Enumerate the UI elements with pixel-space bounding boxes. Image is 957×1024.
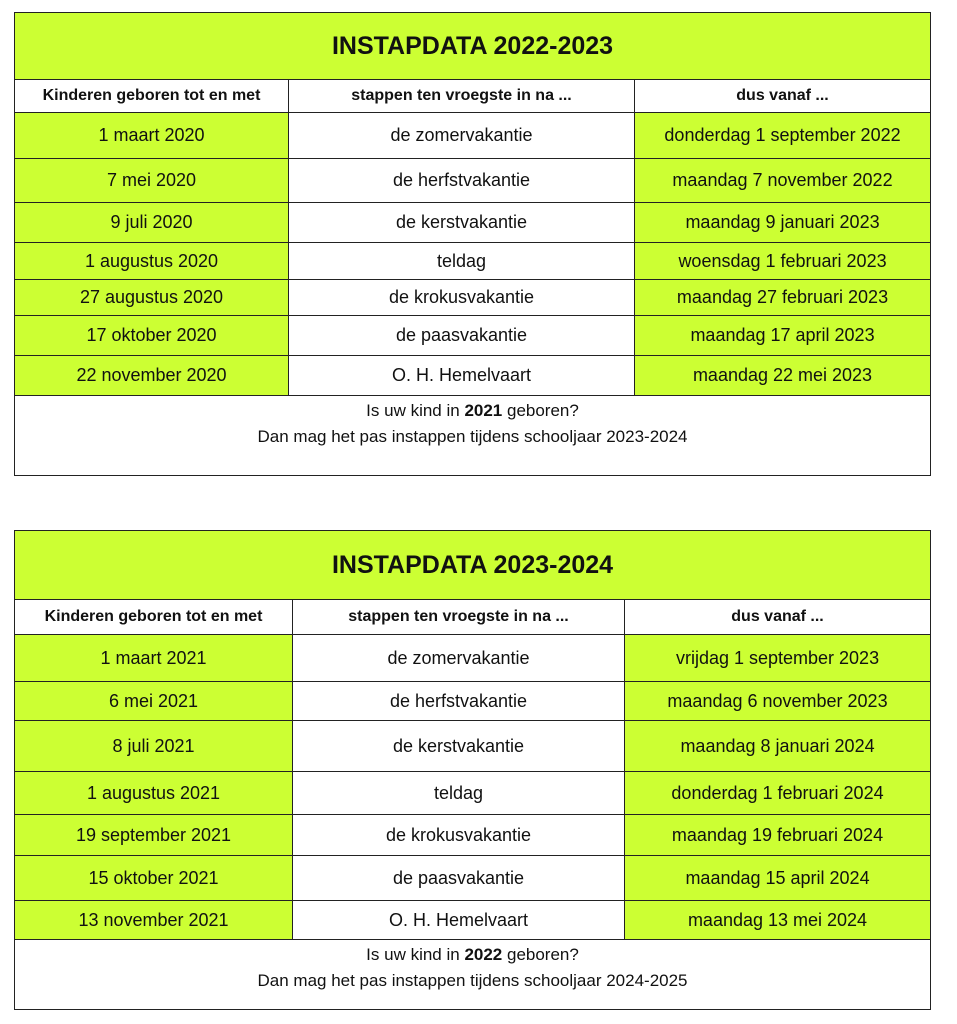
after-cell: de paasvakantie bbox=[293, 856, 625, 901]
table-row bbox=[15, 243, 931, 280]
table-row bbox=[15, 682, 931, 721]
from-cell: maandag 8 januari 2024 bbox=[625, 721, 931, 772]
after-cell: de krokusvakantie bbox=[289, 280, 635, 316]
from-cell: maandag 17 april 2023 bbox=[635, 316, 931, 356]
after-cell: de paasvakantie bbox=[289, 316, 635, 356]
after-cell: de krokusvakantie bbox=[293, 815, 625, 856]
table-title: INSTAPDATA 2022-2023 bbox=[15, 13, 931, 80]
born-cell: 13 november 2021 bbox=[15, 901, 293, 940]
table-row bbox=[15, 635, 931, 682]
from-cell: donderdag 1 september 2022 bbox=[635, 113, 931, 159]
table-row bbox=[15, 815, 931, 856]
from-cell: maandag 9 januari 2023 bbox=[635, 203, 931, 243]
footer-birth-year: 2022 bbox=[464, 945, 503, 964]
born-cell: 27 augustus 2020 bbox=[15, 280, 289, 316]
table-row bbox=[15, 203, 931, 243]
table-row bbox=[15, 721, 931, 772]
table-row bbox=[15, 159, 931, 203]
footer-line-1: Is uw kind in 2021 geboren? bbox=[366, 401, 579, 420]
footer-line-2: Dan mag het pas instappen tijdens schooljaar 2024-2025 bbox=[257, 971, 688, 990]
after-cell: de herfstvakantie bbox=[289, 159, 635, 203]
table-row bbox=[15, 901, 931, 940]
born-cell: 1 augustus 2020 bbox=[15, 243, 289, 280]
after-cell: teldag bbox=[293, 772, 625, 815]
from-cell: maandag 6 november 2023 bbox=[625, 682, 931, 721]
table-row bbox=[15, 316, 931, 356]
table-footer-note bbox=[15, 940, 931, 1010]
after-cell: O. H. Hemelvaart bbox=[289, 356, 635, 396]
born-cell: 6 mei 2021 bbox=[15, 682, 293, 721]
table-footer-note bbox=[15, 396, 931, 476]
from-cell: maandag 15 april 2024 bbox=[625, 856, 931, 901]
from-cell: maandag 19 februari 2024 bbox=[625, 815, 931, 856]
table-title: INSTAPDATA 2023-2024 bbox=[15, 531, 931, 600]
born-cell: 22 november 2020 bbox=[15, 356, 289, 396]
instapdata-table-2023-2024 bbox=[14, 530, 931, 1010]
table-row bbox=[15, 772, 931, 815]
column-header-born: Kinderen geboren tot en met bbox=[15, 600, 293, 635]
column-header-after: stappen ten vroegste in na ... bbox=[293, 600, 625, 635]
born-cell: 9 juli 2020 bbox=[15, 203, 289, 243]
born-cell: 7 mei 2020 bbox=[15, 159, 289, 203]
table-row bbox=[15, 856, 931, 901]
column-header-from: dus vanaf ... bbox=[625, 600, 931, 635]
after-cell: de zomervakantie bbox=[293, 635, 625, 682]
footer-line-1: Is uw kind in 2022 geboren? bbox=[366, 945, 579, 964]
footer-birth-year: 2021 bbox=[464, 401, 503, 420]
footer-line-2: Dan mag het pas instappen tijdens schooljaar 2023-2024 bbox=[257, 427, 688, 446]
born-cell: 1 maart 2021 bbox=[15, 635, 293, 682]
from-cell: maandag 7 november 2022 bbox=[635, 159, 931, 203]
table-row bbox=[15, 356, 931, 396]
born-cell: 15 oktober 2021 bbox=[15, 856, 293, 901]
born-cell: 17 oktober 2020 bbox=[15, 316, 289, 356]
column-header-born: Kinderen geboren tot en met bbox=[15, 80, 289, 113]
from-cell: vrijdag 1 september 2023 bbox=[625, 635, 931, 682]
after-cell: O. H. Hemelvaart bbox=[293, 901, 625, 940]
column-header-after: stappen ten vroegste in na ... bbox=[289, 80, 635, 113]
column-header-from: dus vanaf ... bbox=[635, 80, 931, 113]
instapdata-table-2022-2023 bbox=[14, 12, 931, 476]
after-cell: de herfstvakantie bbox=[293, 682, 625, 721]
after-cell: de zomervakantie bbox=[289, 113, 635, 159]
born-cell: 8 juli 2021 bbox=[15, 721, 293, 772]
born-cell: 1 maart 2020 bbox=[15, 113, 289, 159]
table-row bbox=[15, 280, 931, 316]
born-cell: 19 september 2021 bbox=[15, 815, 293, 856]
from-cell: donderdag 1 februari 2024 bbox=[625, 772, 931, 815]
from-cell: maandag 22 mei 2023 bbox=[635, 356, 931, 396]
born-cell: 1 augustus 2021 bbox=[15, 772, 293, 815]
from-cell: maandag 27 februari 2023 bbox=[635, 280, 931, 316]
after-cell: de kerstvakantie bbox=[293, 721, 625, 772]
after-cell: teldag bbox=[289, 243, 635, 280]
from-cell: woensdag 1 februari 2023 bbox=[635, 243, 931, 280]
from-cell: maandag 13 mei 2024 bbox=[625, 901, 931, 940]
table-row bbox=[15, 113, 931, 159]
after-cell: de kerstvakantie bbox=[289, 203, 635, 243]
